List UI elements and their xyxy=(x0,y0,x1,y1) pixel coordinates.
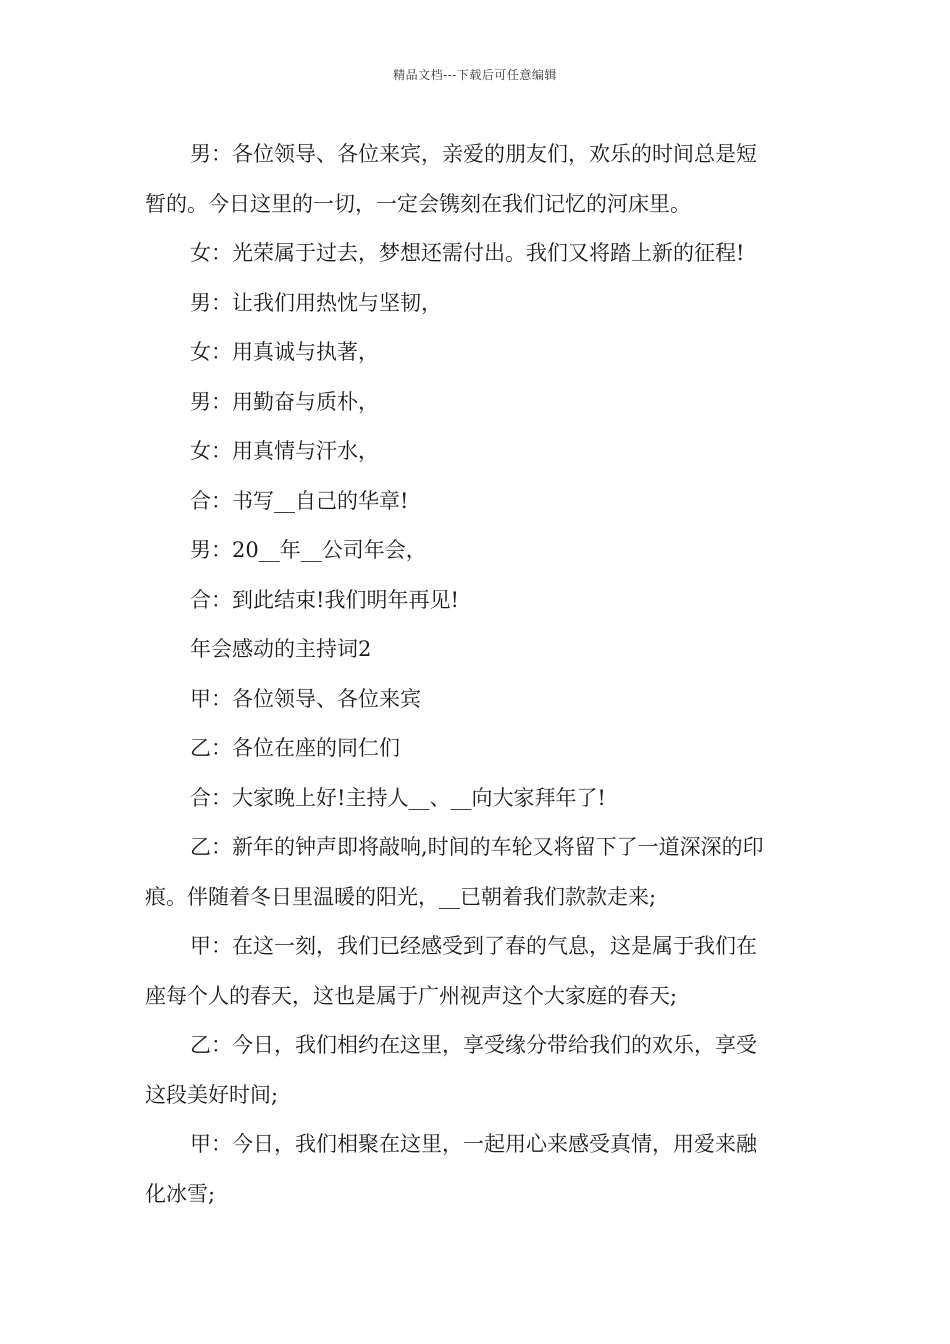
paragraph-line: 女：用真诚与执著， xyxy=(190,340,379,364)
paragraph-line: 男：用勤奋与质朴， xyxy=(190,389,379,414)
paragraph-line: 暂的。今日这里的一切，一定会镌刻在我们记忆的河床里。 xyxy=(145,191,691,216)
paragraph-line: 痕。伴随着冬日里温暖的阳光，__已朝着我们款款走来; xyxy=(145,884,657,909)
paragraph-line: 女：用真情与汗水， xyxy=(190,439,379,463)
paragraph-line: 乙：新年的钟声即将敲响,时间的车轮又将留下了一道深深的印 xyxy=(190,835,764,859)
paragraph-line: 化冰雪; xyxy=(145,1181,216,1206)
page-header: 精品文档---下载后可任意编辑 xyxy=(393,68,557,82)
document-body xyxy=(145,130,810,1219)
paragraph-line: 女：光荣属于过去，梦想还需付出。我们又将踏上新的征程! xyxy=(190,241,745,265)
paragraph-line: 男：20__年__公司年会， xyxy=(190,538,427,562)
paragraph-line: 甲：今日，我们相聚在这里，一起用心来感受真情，用爱来融 xyxy=(190,1132,757,1156)
paragraph-line: 乙：今日，我们相约在这里，享受缘分带给我们的欢乐，享受 xyxy=(190,1033,757,1057)
section-title: 年会感动的主持词2 xyxy=(190,637,372,661)
paragraph-line: 合：书写__自己的华章! xyxy=(190,488,409,513)
paragraph-line: 合：大家晚上好!主持人__、__向大家拜年了! xyxy=(190,785,606,810)
paragraph-line: 男：让我们用热忱与坚韧， xyxy=(190,290,442,315)
paragraph-line: 这段美好时间; xyxy=(145,1082,279,1107)
paragraph-line: 乙：各位在座的同仁们 xyxy=(190,736,400,760)
paragraph-line: 甲：各位领导、各位来宾 xyxy=(190,686,421,711)
paragraph-line: 座每个人的春天，这也是属于广州视声这个大家庭的春天; xyxy=(145,983,678,1008)
paragraph-line: 合：到此结束!我们明年再见! xyxy=(190,587,459,612)
paragraph-line: 甲：在这一刻，我们已经感受到了春的气息，这是属于我们在 xyxy=(190,934,757,958)
paragraph-line: 男：各位领导、各位来宾，亲爱的朋友们，欢乐的时间总是短 xyxy=(190,142,757,166)
